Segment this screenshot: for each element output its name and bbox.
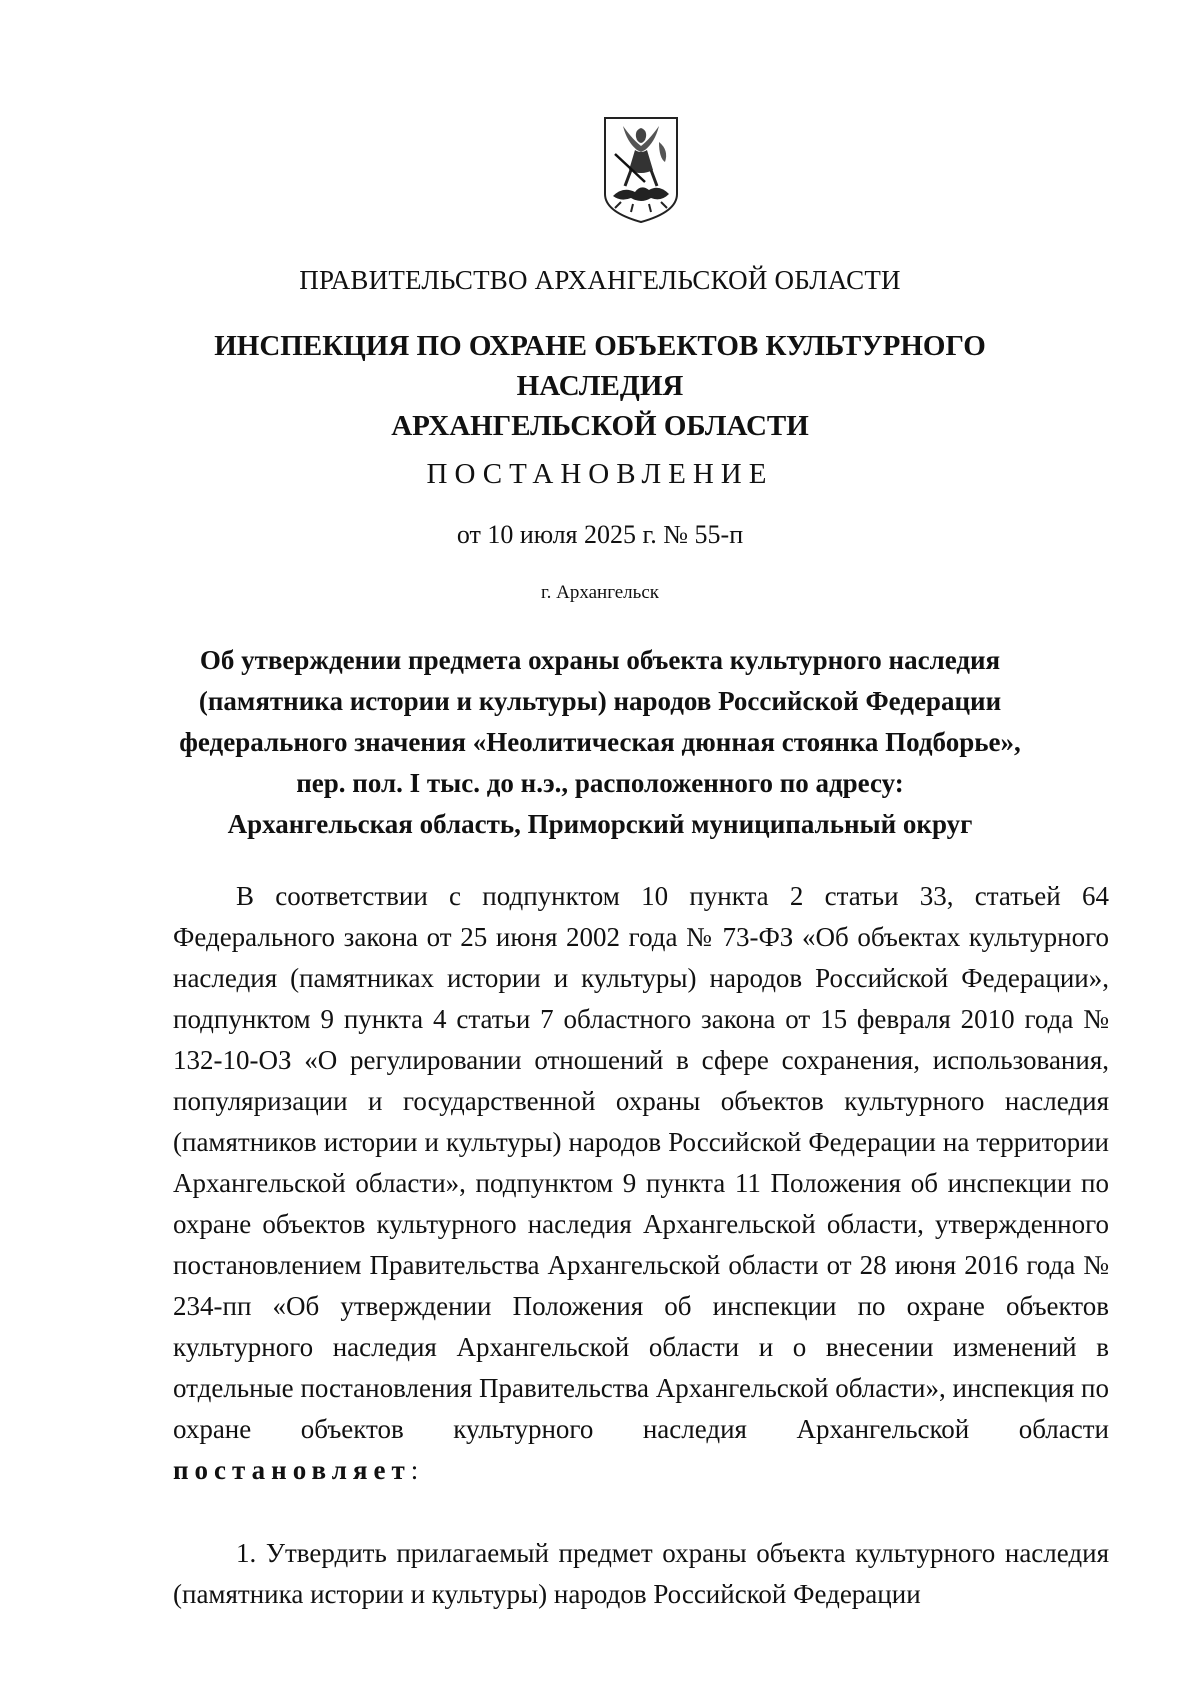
document-city: г. Архангельск xyxy=(540,582,659,603)
preamble-text: В соответствии с подпунктом 10 пункта 2 статьи 33, статьей 64 Федерального закона от 25 июня 2002 года № 73-ФЗ «Об объектах культурного наследия (памятниках истории и культуры) народов Российской Федерации», подпунктом 9 пункта 4 статьи 7 областного закона от 15 февраля 2010 года № 132-10-ОЗ «О регулировании отношений в сфере сохранения, использования, популяризации и государственной охраны объектов культурного наследия (памятников истории и культуры) народов Российской Федерации на территории Архангельской области», подпунктом 9 пункта 11 Положения об инспекции по охране объектов культурного наследия Архангельской области, утвержденного постановлением Правительства Архангельской области от 28 июня 2016 года № 234-пп «Об утверждении Положения об инспекции по охране объектов культурного наследия Архангельской области и о внесении изменений в отдельные постановления Правительства Архангельской области», инспекция по охране объектов культурного наследия Архангельской области xyxy=(173,881,1109,1444)
item-1-text: 1. Утвердить прилагаемый предмет охраны объекта культурного наследия (памятника истории и культуры) народов Российской Федерации xyxy=(173,1538,1109,1609)
coat-of-arms-icon xyxy=(601,114,681,224)
preamble-paragraph xyxy=(173,876,1109,1491)
item-1-paragraph xyxy=(173,1533,1109,1615)
decree-colon: : xyxy=(410,1455,419,1485)
document-title-line: Об утверждении предмета охраны объекта культурного наследия xyxy=(199,645,1001,675)
government-name: ПРАВИТЕЛЬСТВО АРХАНГЕЛЬСКОЙ ОБЛАСТИ xyxy=(299,265,901,295)
document-title-line: пер. пол. I тыс. до н.э., расположенного по адресу: xyxy=(296,768,904,798)
inspection-name-line-1: ИНСПЕКЦИЯ ПО ОХРАНЕ ОБЪЕКТОВ КУЛЬТУРНОГО НАСЛЕДИЯ xyxy=(214,330,986,402)
decree-word: постановляет xyxy=(173,1455,411,1485)
inspection-name xyxy=(150,326,1050,446)
document-date-number: от 10 июля 2025 г. № 55-п xyxy=(456,520,744,549)
document-type: ПОСТАНОВЛЕНИЕ xyxy=(426,458,774,490)
inspection-name-line-2: АРХАНГЕЛЬСКОЙ ОБЛАСТИ xyxy=(391,410,809,442)
document-title xyxy=(150,640,1050,845)
document-title-line: федерального значения «Неолитическая дюнная стоянка Подборье», xyxy=(179,727,1021,757)
document-title-line: Архангельская область, Приморский муниципальный округ xyxy=(227,809,973,839)
document-title-line: (памятника истории и культуры) народов Российской Федерации xyxy=(198,686,1002,716)
